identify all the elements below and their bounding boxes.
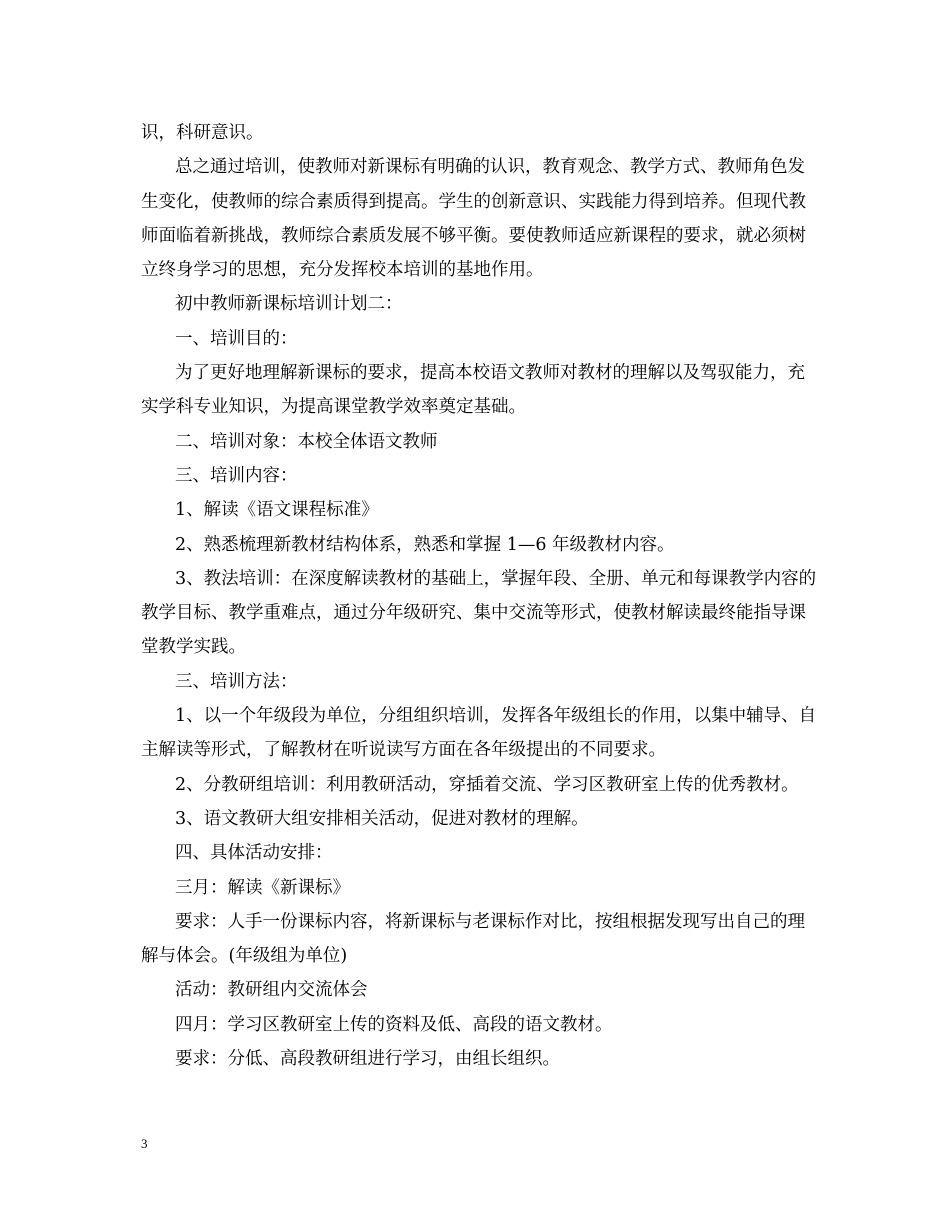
list-item-content-1: 1、解读《语文课程标准》	[175, 500, 379, 521]
schedule-march-requirement: 要求：人手一份课标内容，将新课标与老课标作对比，按组根据发现写出自己的理解与体会。(年级组为单位)	[141, 911, 805, 967]
list-item-method-1: 1、以一个年级段为单位，分组组织培训，发挥各年级组长的作用，以集中辅导、自主解读等形式，了解教材在听说读写方面在各年级提出的不同要求。	[141, 706, 817, 761]
schedule-march-activity: 活动：教研组内交流体会	[175, 980, 368, 1001]
list-item-content-3: 3、教法培训：在深度解读教材的基础上，掌握年段、全册、单元和每课教学内容的教学目标、教学重难点，通过分年级研究、集中交流等形式，使教材解读最终能指导课堂教学实践。	[141, 568, 817, 658]
heading-training-content: 三、培训内容：	[175, 465, 298, 486]
heading-training-target: 二、培训对象：本校全体语文教师	[175, 431, 438, 452]
schedule-april: 四月：学习区教研室上传的资料及低、高段的语文教材。	[175, 1014, 613, 1035]
heading-activity-schedule: 四、具体活动安排：	[175, 843, 333, 864]
schedule-march: 三月：解读《新课标》	[175, 877, 350, 898]
section-title-plan-two: 初中教师新课标培训计划二：	[175, 294, 403, 315]
schedule-april-requirement: 要求：分低、高段教研组进行学习，由组长组织。	[175, 1049, 560, 1070]
document-body	[141, 116, 821, 1076]
list-item-method-3: 3、语文教研大组安排相关活动，促进对教材的理解。	[175, 808, 589, 829]
heading-training-method: 三、培训方法：	[175, 671, 298, 692]
page-number: 3	[141, 1136, 148, 1151]
paragraph-continuation: 识，科研意识。	[141, 123, 264, 143]
paragraph-summary: 总之通过培训，使教师对新课标有明确的认识，教育观念、教学方式、教师角色发生变化，使教师的综合素质得到提高。学生的创新意识、实践能力得到培养。但现代教师面临着新挑战，教师综合素质发展不够平衡。要使教师适应新课程的要求，就必须树立终身学习的思想，充分发挥校本培训的基地作用。	[141, 157, 806, 281]
list-item-content-2: 2、熟悉梳理新教材结构体系，熟悉和掌握 1—6 年级教材内容。	[175, 534, 675, 555]
list-item-method-2: 2、分教研组培训：利用教研活动，穿插着交流、学习区教研室上传的优秀教材。	[175, 774, 799, 795]
heading-training-purpose: 一、培训目的：	[175, 328, 298, 349]
paragraph-training-purpose: 为了更好地理解新课标的要求，提高本校语文教师对教材的理解以及驾驭能力，充实学科专业知识，为提高课堂教学效率奠定基础。	[141, 363, 805, 418]
